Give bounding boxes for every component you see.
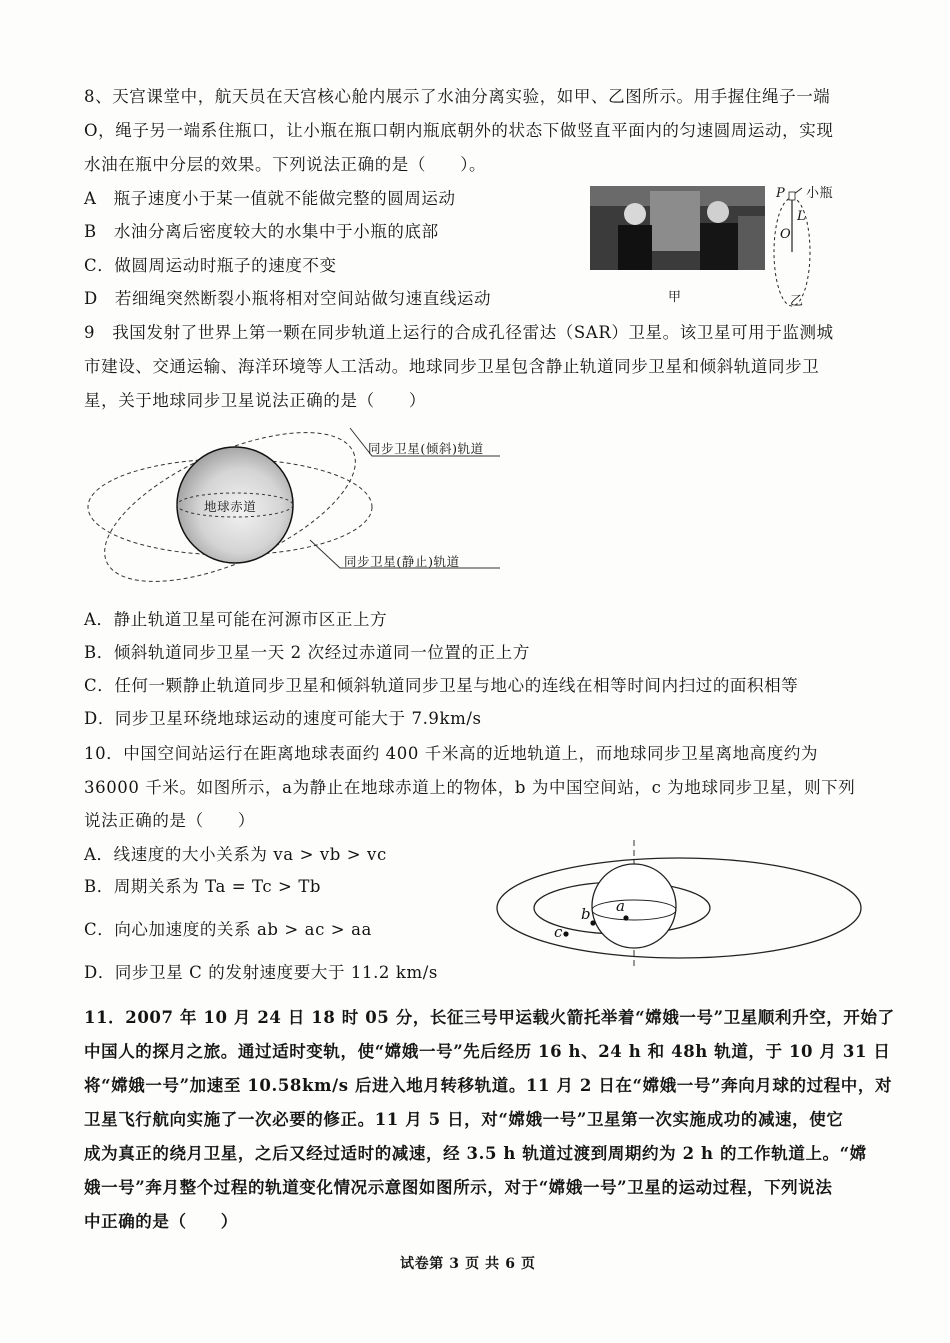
q10-stem-line2: 36000 千米。如图所示，a为静止在地球赤道上的物体，b 为中国空间站，c 为地球同步卫星，则下列 [84,778,856,797]
q10-stem-line3: 说法正确的是（ ） [84,811,255,830]
q9-stem-line3: 星，关于地球同步卫星说法正确的是（ ） [84,391,426,410]
q10-stem-line1: 10．中国空间站运行在距离地球表面约 400 千米高的近地轨道上，而地球同步卫星离地高度约为 [84,744,819,763]
q8-fig-label-p: P [776,186,786,201]
q8-fig-label-yi: 乙 [790,294,804,309]
photo-astronauts-illustration [590,186,765,270]
q8-stem-line3: 水油在瓶中分层的效果。下列说法正确的是（ ）。 [84,155,487,174]
q8-option-a: A 瓶子速度小于某一值就不能做完整的圆周运动 [84,189,456,208]
q11-line2: 中国人的探月之旅。通过适时变轨，使“嫦娥一号”先后经历 16 h、24 h 和 48h 轨道，于 10 月 31 日 [84,1042,891,1061]
q11-line4: 卫星飞行航向实施了一次必要的修正。11 月 5 日，对“嫦娥一号”卫星第一次实施成功的减速，使它 [84,1110,844,1129]
orbit-c [497,858,861,958]
q11-line7: 中正确的是（ ） [84,1212,238,1231]
q10-option-b: B．周期关系为 Ta = Tc > Tb [84,877,322,896]
q10-orbit-diagram [494,838,874,974]
q9-option-c: C．任何一颗静止轨道同步卫星和倾斜轨道同步卫星与地心的连线在相等时间内扫过的面积相等 [84,676,799,695]
q8-fig-label-l: L [797,209,807,224]
q8-option-d: D 若细绳突然断裂小瓶将相对空间站做匀速直线运动 [84,289,492,308]
q8-fig-label-o: O [780,227,792,242]
q8-stem-line2: O，绳子另一端系住瓶口，让小瓶在瓶口朝内瓶底朝外的状态下做竖直平面内的匀速圆周运动，实现 [84,121,834,140]
q8-option-b: B 水油分离后密度较大的水集中于小瓶的底部 [84,222,439,241]
q11-line1: 11．2007 年 10 月 24 日 18 时 05 分，长征三号甲运载火箭托举着“嫦娥一号”卫星顺利升空，开始了 [84,1008,895,1027]
q8-fig-label-bottle: 小瓶 [806,186,834,201]
q9-label-equator: 地球赤道 [204,499,257,514]
q10-option-c: C．向心加速度的关系 ab > ac > aa [84,920,372,939]
q10-label-b: b [581,905,592,923]
point-c [563,931,568,936]
q10-label-c: c [554,923,564,941]
earth [592,864,676,948]
q9-stem-line1: 9 我国发射了世界上第一颗在同步轨道上运行的合成孔径雷达（SAR）卫星。该卫星可用于监测城 [84,323,834,342]
q8-stem-line1: 8、天宫课堂中，航天员在天宫核心舱内展示了水油分离实验，如甲、乙图所示。用手握住绳子一端 [84,87,831,106]
q8-fig-label-jia: 甲 [668,290,682,305]
q10-option-a: A．线速度的大小关系为 va > vb > vc [84,845,387,864]
q9-stem-line2: 市建设、交通运输、海洋环境等人工活动。地球同步卫星包含静止轨道同步卫星和倾斜轨道同步卫 [84,357,820,376]
q11-line6: 娥一号”奔月整个过程的轨道变化情况示意图如图所示，对于“嫦娥一号”卫星的运动过程，下列说法 [84,1178,833,1197]
page-footer: 试卷第 3 页 共 6 页 [400,1256,536,1272]
q9-label-static-orbit: 同步卫星(静止)轨道 [344,554,460,569]
q8-photo-jia [590,186,765,270]
q9-option-a: A．静止轨道卫星可能在河源市区正上方 [84,610,388,629]
q10-label-a: a [616,897,626,915]
q9-label-inclined-orbit: 同步卫星(倾斜)轨道 [368,441,484,456]
q8-option-c: C．做圆周运动时瓶子的速度不变 [84,256,337,275]
q9-option-d: D．同步卫星环绕地球运动的速度可能大于 7.9km/s [84,709,482,728]
q10-option-d: D．同步卫星 C 的发射速度要大于 11.2 km/s [84,963,438,982]
q11-line3: 将“嫦娥一号”加速至 10.58km/s 后进入地月转移轨道。11 月 2 日在“嫦娥一号”奔向月球的过程中，对 [84,1076,893,1095]
q11-line5: 成为真正的绕月卫星，之后又经过适时的减速，经 3.5 h 轨道过渡到周期约为 2 h 的工作轨道上。“嫦 [84,1144,867,1163]
q9-option-b: B．倾斜轨道同步卫星一天 2 次经过赤道同一位置的正上方 [84,643,530,662]
